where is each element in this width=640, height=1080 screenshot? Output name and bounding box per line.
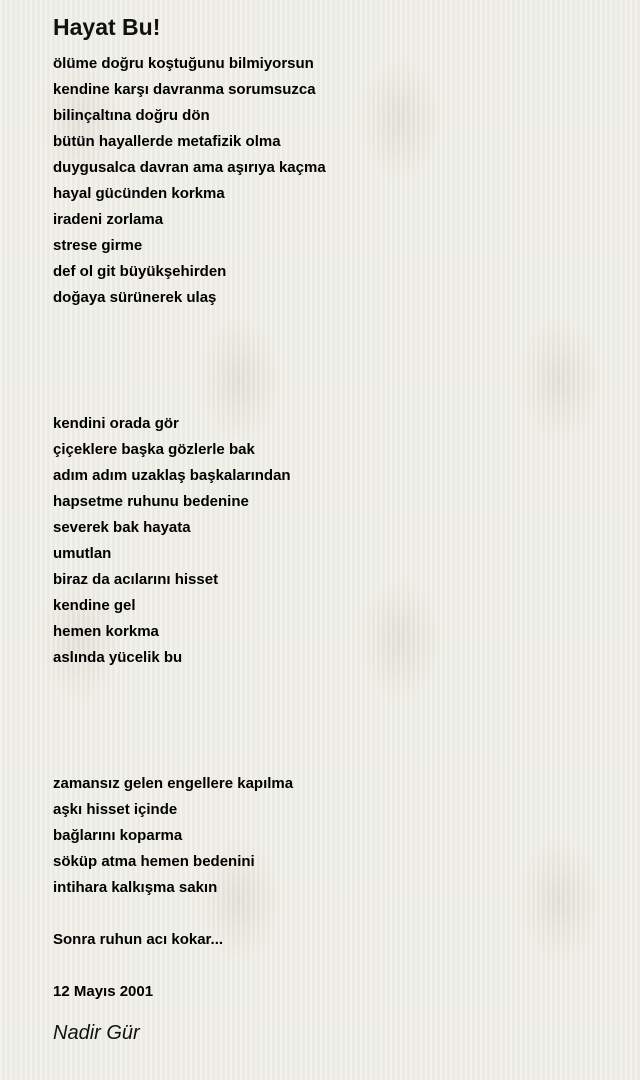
poem-line: umutlan — [53, 545, 112, 562]
poem-line: zamansız gelen engellere kapılma — [53, 775, 294, 792]
poem-line: duygusalca davran ama aşırıya kaçma — [53, 159, 326, 176]
poem-line: intihara kalkışma sakın — [53, 879, 218, 896]
poem-line: biraz da acılarını hisset — [53, 571, 219, 588]
poem-line: adım adım uzaklaş başkalarından — [53, 467, 291, 484]
poem-line: bilinçaltına doğru dön — [53, 107, 210, 124]
poem-line: bütün hayallerde metafizik olma — [53, 133, 281, 150]
stanza-2 — [53, 411, 613, 671]
stanza-3 — [53, 771, 613, 901]
poem-line: hapsetme ruhunu bedenine — [53, 493, 249, 510]
poem-author: Nadir Gür — [53, 1022, 140, 1044]
poem-line: kendini orada gör — [53, 415, 179, 432]
closing-line: Sonra ruhun acı kokar... — [53, 931, 224, 948]
poem-line: def ol git büyükşehirden — [53, 263, 227, 280]
poem-line: çiçeklere başka gözlerle bak — [53, 441, 255, 458]
poem-line: kendine gel — [53, 597, 136, 614]
poem-line: hemen korkma — [53, 623, 159, 640]
poem-line: iradeni zorlama — [53, 211, 164, 228]
poem-line: strese girme — [53, 237, 143, 254]
poem-line: doğaya sürünerek ulaş — [53, 289, 217, 306]
poem-container — [53, 12, 613, 1046]
poem-line: söküp atma hemen bedenini — [53, 853, 255, 870]
poem-line: aslında yücelik bu — [53, 649, 183, 666]
poem-title: Hayat Bu! — [53, 14, 161, 40]
poem-line: kendine karşı davranma sorumsuzca — [53, 81, 316, 98]
poem-date: 12 Mayıs 2001 — [53, 983, 154, 1000]
poem-line: bağlarını koparma — [53, 827, 183, 844]
poem-line: aşkı hisset içinde — [53, 801, 178, 818]
poem-line: hayal gücünden korkma — [53, 185, 225, 202]
stanza-1 — [53, 51, 613, 311]
poem-line: severek bak hayata — [53, 519, 191, 536]
poem-line: ölüme doğru koştuğunu bilmiyorsun — [53, 55, 314, 72]
